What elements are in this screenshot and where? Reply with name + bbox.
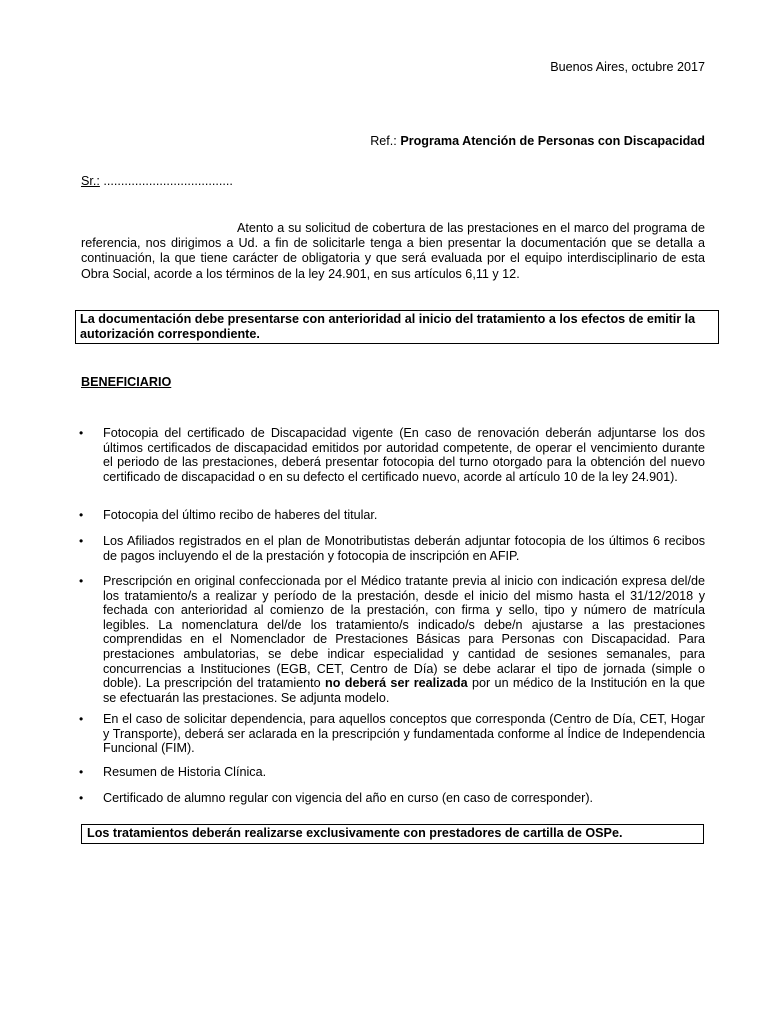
reference-title: Programa Atención de Personas con Discapacidad: [400, 134, 705, 148]
list-item-text: En el caso de solicitar dependencia, para aquellos conceptos que corresponda (Centro de Día, CET, Hogar y Transporte), deberá ser aclarada en la prescripción y fundamentada conforme al Índice de Independencia Funcional (FIM).: [103, 712, 705, 756]
salutation-blank: .....................................: [103, 174, 233, 188]
intro-paragraph: Atento a su solicitud de cobertura de las prestaciones en el marco del programa de referencia, nos dirigimos a Ud. a fin de solicitarle tenga a bien presentar la documentación que se detalla a continuación, la que tiene carácter de obligatoria y que será evaluada por el equipo interdisciplinario de esta Obra Social, acorde a los términos de la ley 24.901, en sus artículos 6,11 y 12.: [81, 221, 705, 281]
list-item-text: Los Afiliados registrados en el plan de Monotributistas deberán adjuntar fotocopia de los últimos 6 recibos de pagos incluyendo el de la prestación y fotocopia de inscripción en AFIP.: [103, 534, 705, 563]
letter-date: Buenos Aires, octubre 2017: [550, 60, 705, 74]
reference-label: Ref.:: [370, 134, 397, 148]
section-title-beneficiario: BENEFICIARIO: [81, 375, 172, 389]
prescription-emphasis: no deberá ser realizada: [325, 676, 468, 691]
bullet-icon: •: [79, 508, 84, 522]
list-item-text: Certificado de alumno regular con vigencia del año en curso (en caso de corresponder).: [103, 791, 594, 805]
bullet-icon: •: [79, 765, 84, 779]
bullet-icon: •: [79, 426, 84, 440]
prescription-text-end: por un médico de la Institución en la que se efectuarán las prestaciones. Se adjunta modelo.: [103, 676, 706, 705]
bullet-icon: •: [79, 574, 84, 588]
bullet-icon: •: [79, 534, 84, 548]
bullet-icon: •: [79, 712, 84, 726]
notice-box: La documentación debe presentarse con anterioridad al inicio del tratamiento a los efectos de emitir la autorización correspondiente.: [75, 310, 719, 344]
salutation-label: Sr.:: [81, 174, 100, 188]
list-item-text: Resumen de Historia Clínica.: [103, 765, 267, 779]
list-item-text: Fotocopia del certificado de Discapacidad vigente (En caso de renovación deberán adjuntarse los dos últimos certificados de discapacidad emitidos por autoridad competente, de operar el vencimiento durante el periodo de las prestaciones, deberá presentar fotocopia del turno otorgado para la obtención del nuevo certificado de discapacidad o en su defecto el certificado nuevo, acorde al artículo 10 de la ley 24.901).: [103, 426, 705, 484]
bullet-icon: •: [79, 791, 84, 805]
list-item-text: [103, 574, 705, 705]
footer-notice-box: Los tratamientos deberán realizarse exclusivamente con prestadores de cartilla de OSPe.: [81, 824, 704, 844]
prescription-text-start: Prescripción en original confeccionada por el Médico tratante previa al inicio con indicación expresa del/de los tratamiento/s a realizar y período de la prestación, desde el inicio del mismo hasta el 31/12/2018 y fechada con anterioridad al comienzo de la prestación, con firma y sello, tipo y número de matrícula legibles. La nomenclatura del/de los tratamiento/s indicado/s debe/n ajustarse a las prestaciones comprendidas en el Nomenclador de Prestaciones Básicas para Personas con Discapacidad. Para prestaciones ambulatorias, se debe indicar especialidad y cantidad de sesiones semanales, para concurrencias a Instituciones (EGB, CET, Centro de Día) se debe aclarar el tipo de jornada (simple o doble). La prescripción del tratamiento: [103, 574, 705, 691]
reference-line: [370, 134, 705, 148]
salutation: [81, 174, 233, 188]
list-item-text: Fotocopia del último recibo de haberes del titular.: [103, 508, 378, 522]
